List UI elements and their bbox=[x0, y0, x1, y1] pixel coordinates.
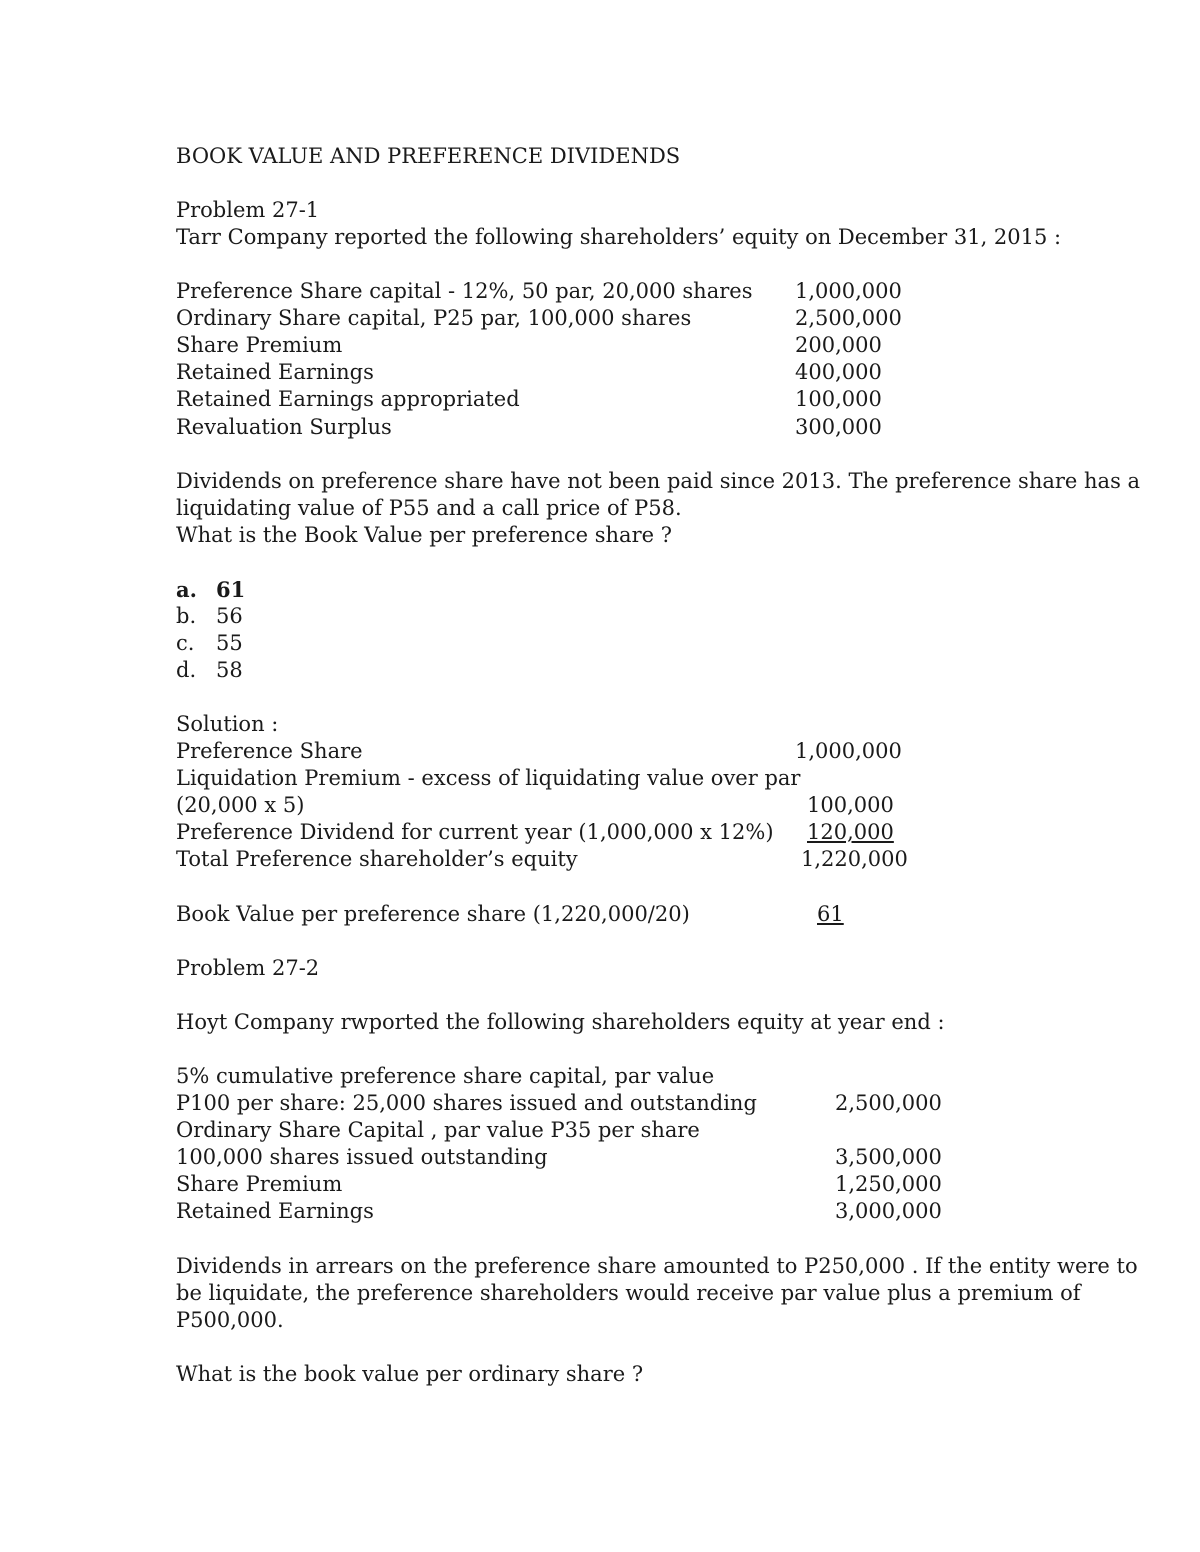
document-title: BOOK VALUE AND PREFERENCE DIVIDENDS bbox=[176, 144, 681, 168]
problem-2-item-label: P100 per share: 25,000 shares issued and outstanding bbox=[176, 1091, 757, 1115]
problem-2-item-value: 1,250,000 bbox=[835, 1172, 942, 1196]
equity-value: 100,000 bbox=[795, 387, 882, 411]
problem-1-paragraph: Dividends on preference share have not been paid since 2013. The preference share has a bbox=[176, 469, 1141, 493]
solution-bv-value: 61 bbox=[817, 902, 844, 926]
solution-bv-label: Book Value per preference share (1,220,000/20) bbox=[176, 902, 690, 926]
equity-value: 400,000 bbox=[795, 360, 882, 384]
solution-total-label: Total Preference shareholder’s equity bbox=[176, 847, 578, 871]
option-letter: d. bbox=[176, 658, 197, 682]
problem-2-heading: Problem 27-2 bbox=[176, 956, 320, 980]
equity-value: 200,000 bbox=[795, 333, 882, 357]
problem-2-item-value: 2,500,000 bbox=[835, 1091, 942, 1115]
solution-pref-div-label: Preference Dividend for current year (1,000,000 x 12%) bbox=[176, 820, 774, 844]
solution-pref-share-value: 1,000,000 bbox=[795, 739, 902, 763]
problem-2-item-label: Ordinary Share Capital , par value P35 per share bbox=[176, 1118, 700, 1142]
solution-heading: Solution : bbox=[176, 712, 279, 736]
equity-label: Preference Share capital - 12%, 50 par, 20,000 shares bbox=[176, 279, 753, 303]
problem-2-paragraph: P500,000. bbox=[176, 1308, 284, 1332]
problem-2-item-label: Retained Earnings bbox=[176, 1199, 374, 1223]
solution-pref-share-label: Preference Share bbox=[176, 739, 363, 763]
equity-label: Retained Earnings bbox=[176, 360, 374, 384]
answer-option-a bbox=[176, 576, 245, 603]
problem-2-item-label: 5% cumulative preference share capital, par value bbox=[176, 1064, 715, 1088]
equity-label: Share Premium bbox=[176, 333, 343, 357]
option-value: 58 bbox=[216, 658, 243, 682]
option-letter: a. bbox=[176, 577, 197, 602]
problem-2-item-label: 100,000 shares issued outstanding bbox=[176, 1145, 548, 1169]
option-letter: c. bbox=[176, 631, 195, 655]
problem-2-item-label: Share Premium bbox=[176, 1172, 343, 1196]
solution-liq-premium-label: Liquidation Premium - excess of liquidating value over par bbox=[176, 766, 801, 790]
solution-pref-div-value: 120,000 bbox=[807, 820, 894, 844]
problem-2-question: What is the book value per ordinary share ? bbox=[176, 1362, 644, 1386]
equity-label: Ordinary Share capital, P25 par, 100,000 shares bbox=[176, 306, 692, 330]
problem-1-intro: Tarr Company reported the following shareholders’ equity on December 31, 2015 : bbox=[176, 225, 1062, 249]
problem-2-item-value: 3,000,000 bbox=[835, 1199, 942, 1223]
equity-value: 2,500,000 bbox=[795, 306, 902, 330]
problem-1-heading: Problem 27-1 bbox=[176, 198, 320, 222]
option-letter: b. bbox=[176, 604, 197, 628]
answer-option-b bbox=[176, 603, 243, 630]
answer-option-c bbox=[176, 630, 243, 657]
equity-value: 1,000,000 bbox=[795, 279, 902, 303]
answer-option-d bbox=[176, 657, 243, 684]
problem-2-paragraph: be liquidate, the preference shareholders would receive par value plus a premium of bbox=[176, 1281, 1081, 1305]
problem-1-question: What is the Book Value per preference share ? bbox=[176, 523, 672, 547]
equity-label: Revaluation Surplus bbox=[176, 415, 392, 439]
problem-2-intro: Hoyt Company rwported the following shareholders equity at year end : bbox=[176, 1010, 945, 1034]
solution-liq-premium-sub: (20,000 x 5) bbox=[176, 793, 305, 817]
solution-liq-premium-value: 100,000 bbox=[807, 793, 894, 817]
option-value: 56 bbox=[216, 604, 243, 628]
equity-value: 300,000 bbox=[795, 415, 882, 439]
equity-label: Retained Earnings appropriated bbox=[176, 387, 520, 411]
problem-2-item-value: 3,500,000 bbox=[835, 1145, 942, 1169]
option-value: 55 bbox=[216, 631, 243, 655]
problem-1-paragraph: liquidating value of P55 and a call price of P58. bbox=[176, 496, 682, 520]
problem-2-paragraph: Dividends in arrears on the preference share amounted to P250,000 . If the entity were to bbox=[176, 1254, 1138, 1278]
option-value: 61 bbox=[216, 577, 246, 602]
solution-total-value: 1,220,000 bbox=[801, 847, 908, 871]
